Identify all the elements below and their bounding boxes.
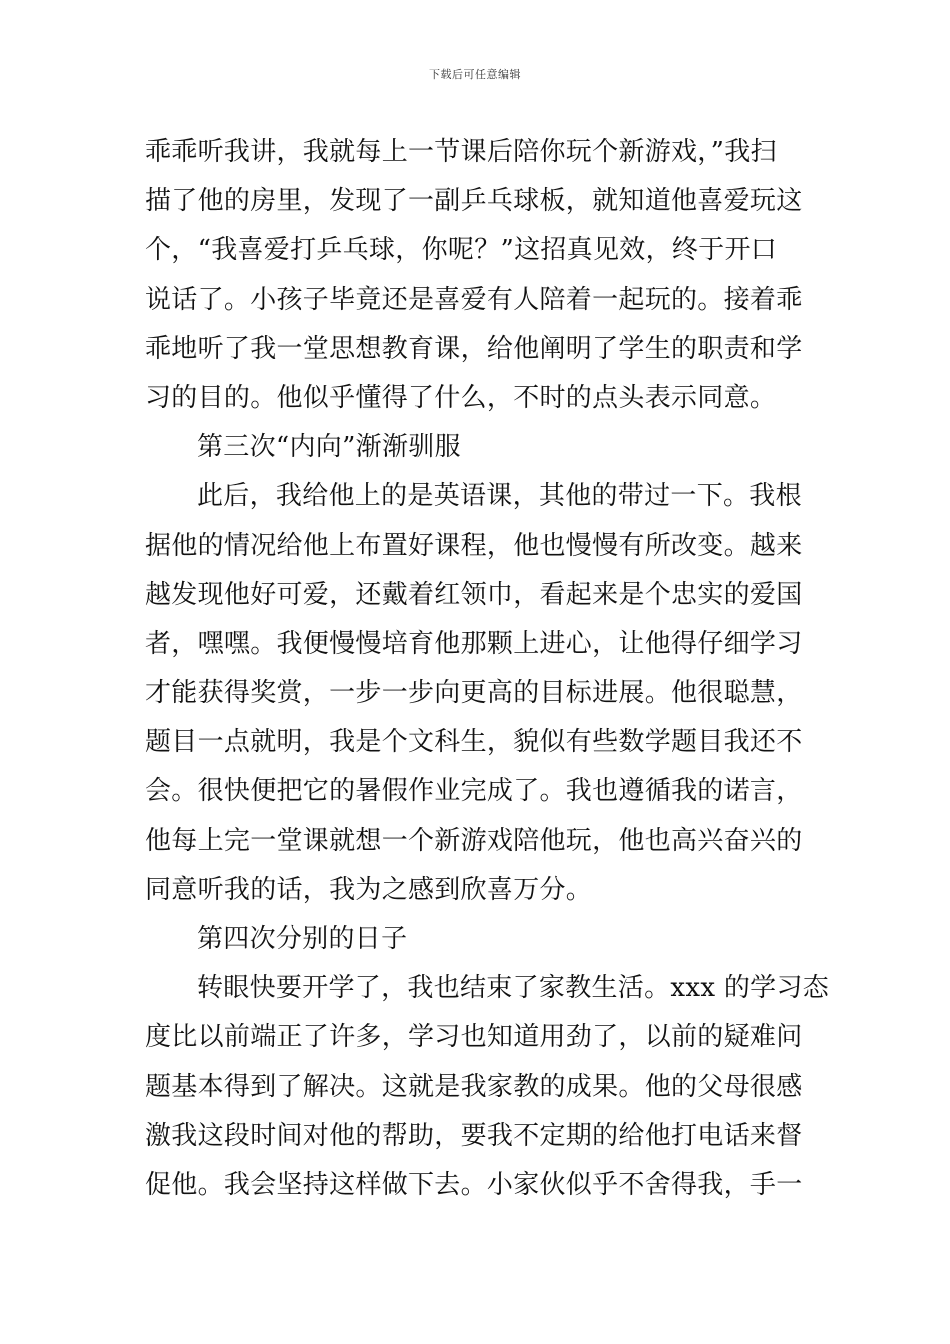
text-line: 乖乖听我讲，我就每上一节课后陪你玩个新游戏，”我扫 [145,137,777,167]
text-line: 描了他的房里，发现了一副乒乓球板，就知道他喜爱玩这 [145,186,803,217]
text-line: 说话了。小孩子毕竟还是喜爱有人陪着一起玩的。接着乖 [145,284,803,315]
text-line: 第三次“内向”渐渐驯服 [197,432,461,463]
text-line: 题目一点就明，我是个文科生，貌似有些数学题目我还不 [145,727,803,758]
text-line: 他每上完一堂课就想一个新游戏陪他玩，他也高兴奋兴的 [145,825,803,856]
text-line: 第四次分别的日子 [197,924,408,954]
text-line: 个，“我喜爱打乒乓球，你呢？”这招真见效，终于开口 [145,235,778,266]
text-line: 据他的情况给他上布置好课程，他也慢慢有所改变。越来 [145,530,803,561]
text-line: 度比以前端正了许多，学习也知道用劲了，以前的疑难问 [145,1022,803,1053]
document-body [145,128,830,1210]
text-line: 促他。我会坚持这样做下去。小家伙似乎不舍得我，手一 [145,1169,803,1200]
text-line: 越发现他好可爱，还戴着红领巾，看起来是个忠实的爱国 [145,579,803,610]
text-line: 题基本得到了解决。这就是我家教的成果。他的父母很感 [145,1071,803,1102]
text-line: 同意听我的话，我为之感到欣喜万分。 [145,874,593,905]
text-line: 乖地听了我一堂思想教育课，给他阐明了学生的职责和学 [145,333,803,364]
text-line: 此后，我给他上的是英语课，其他的带过一下。我根 [197,481,802,512]
text-line: 转眼快要开学了，我也结束了家教生活。xxx 的学习态 [197,973,830,1004]
text-line: 习的目的。他似乎懂得了什么，不时的点头表示同意。 [145,382,777,413]
text-line: 激我这段时间对他的帮助，要我不定期的给他打电话来督 [145,1120,803,1151]
page-header: 下载后可任意编辑 [429,68,521,81]
text-line: 者，嘿嘿。我便慢慢培育他那颗上进心，让他得仔细学习 [145,628,803,659]
text-line: 会。很快便把它的暑假作业完成了。我也遵循我的诺言， [145,776,803,807]
text-line: 才能获得奖赏，一步一步向更高的目标进展。他很聪慧， [145,678,803,709]
